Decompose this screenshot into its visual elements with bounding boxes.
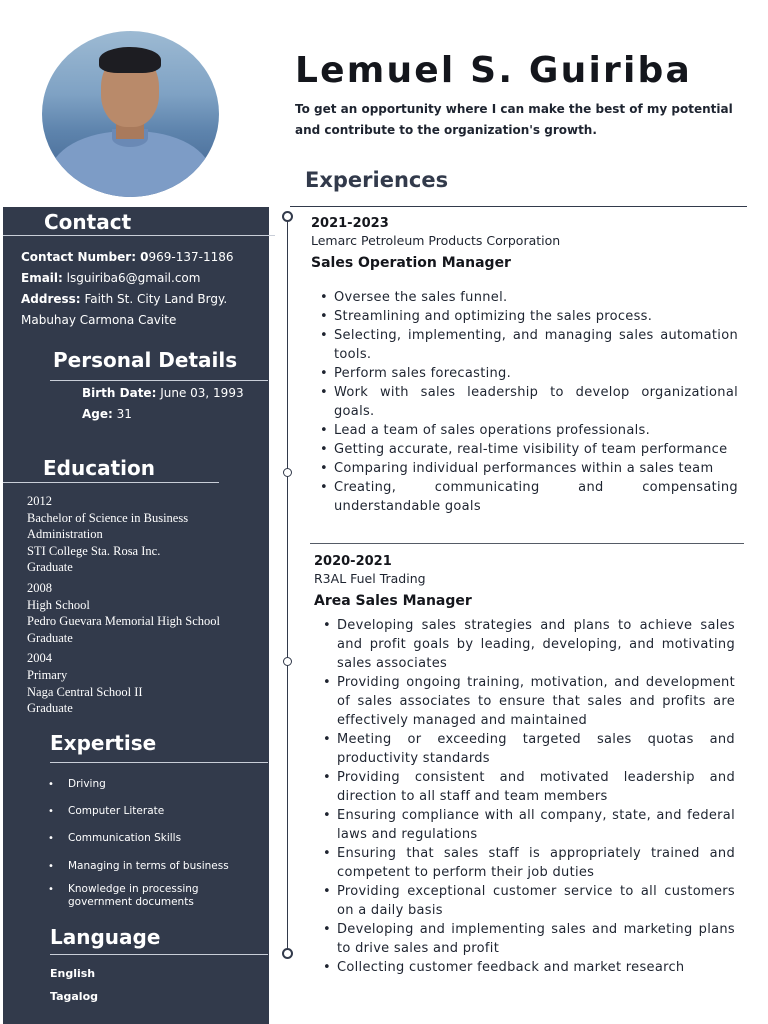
experiences-title: Experiences: [305, 168, 449, 192]
education-entry: 2012 Bachelor of Science in Business Administration STI College Sta. Rosa Inc. Graduate: [27, 494, 189, 575]
contact-title: Contact: [44, 210, 132, 234]
language-item: Tagalog: [50, 990, 99, 1003]
expertise-item: • Communication Skills: [48, 832, 258, 846]
duty-item: • Streamlining and optimizing the sales process.: [314, 307, 738, 326]
expertise-divider: [50, 762, 268, 763]
expertise-item: • Driving: [48, 778, 258, 792]
birth-date: Birth Date: June 03, 1993: [82, 386, 244, 400]
contact-email: Email: lsguiriba6@gmail.com: [21, 271, 201, 285]
education-entry: 2004 Primary Naga Central School II Graduate: [27, 651, 143, 716]
job-role: Sales Operation Manager: [311, 255, 511, 271]
contact-divider: [3, 235, 275, 236]
duty-item: • Selecting, implementing, and managing sales automation tools.: [314, 326, 738, 364]
job-company: R3AL Fuel Trading: [314, 571, 426, 586]
timeline-node: [282, 211, 293, 222]
duty-item: • Ensuring compliance with all company, state, and federal laws and regulations: [317, 806, 735, 844]
duty-item: • Comparing individual performances within a sales team: [314, 459, 738, 478]
job-role: Area Sales Manager: [314, 593, 472, 609]
age: Age: 31: [82, 407, 132, 421]
language-divider: [50, 954, 268, 955]
job-years: 2021-2023: [311, 216, 389, 231]
contact-address-line2: Mabuhay Carmona Cavite: [21, 313, 177, 327]
timeline-line: [287, 217, 288, 954]
expertise-item: • Knowledge in processing government documents: [48, 883, 258, 910]
duty-item: • Developing sales strategies and plans to achieve sales and profit goals by leading, developing, and motivating sales associates: [317, 616, 735, 673]
job-entry: [314, 554, 744, 609]
contact-address: Address: Faith St. City Land Brgy.: [21, 292, 228, 306]
contact-details: [21, 247, 266, 331]
expertise-item: • Computer Literate: [48, 805, 258, 819]
experiences-divider: [290, 206, 747, 207]
education-title: Education: [43, 456, 155, 480]
job-years: 2020-2021: [314, 554, 392, 569]
job-divider: [310, 543, 744, 544]
expertise-title: Expertise: [50, 731, 157, 755]
job-duties: [317, 616, 735, 977]
education-divider: [3, 482, 219, 483]
personal-details: [82, 383, 267, 425]
duty-item: • Lead a team of sales operations professionals.: [314, 421, 738, 440]
duty-item: • Developing and implementing sales and marketing plans to drive sales and profit: [317, 920, 735, 958]
job-entry: [311, 216, 741, 271]
career-objective: To get an opportunity where I can make the best of my potential and contribute to the organization's growth.: [295, 102, 733, 137]
duty-item: • Providing consistent and motivated leadership and direction to all staff and team members: [317, 768, 735, 806]
contact-number: Contact Number: 0969-137-1186: [21, 250, 234, 264]
expertise-item: • Managing in terms of business: [48, 860, 258, 874]
language-title: Language: [50, 925, 161, 949]
timeline-node: [282, 948, 293, 959]
full-name: Lemuel S. Guiriba: [295, 50, 692, 91]
education-entry: 2008 High School Pedro Guevara Memorial High School Graduate: [27, 580, 221, 645]
job-company: Lemarc Petroleum Products Corporation: [311, 233, 561, 248]
timeline-node: [283, 657, 292, 666]
timeline-node: [283, 468, 292, 477]
duty-item: • Work with sales leadership to develop organizational goals.: [314, 383, 738, 421]
profile-photo: [42, 31, 219, 197]
duty-item: • Providing ongoing training, motivation, and development of sales associates to ensure that sales and profits are effectively managed and maintained: [317, 673, 735, 730]
language-item: English: [50, 967, 96, 980]
personal-divider: [50, 380, 268, 381]
duty-item: • Providing exceptional customer service to all customers on a daily basis: [317, 882, 735, 920]
duty-item: • Collecting customer feedback and market research: [317, 958, 735, 977]
duty-item: • Meeting or exceeding targeted sales quotas and productivity standards: [317, 730, 735, 768]
expertise-list: [48, 778, 258, 910]
duty-item: • Creating, communicating and compensating understandable goals: [314, 478, 738, 516]
job-duties: [314, 288, 738, 516]
education-list: [27, 493, 263, 721]
duty-item: • Ensuring that sales staff is appropriately trained and competent to perform their job duties: [317, 844, 735, 882]
duty-item: • Getting accurate, real-time visibility of team performance: [314, 440, 738, 459]
duty-item: • Perform sales forecasting.: [314, 364, 738, 383]
duty-item: • Oversee the sales funnel.: [314, 288, 738, 307]
personal-details-title: Personal Details: [53, 348, 238, 372]
